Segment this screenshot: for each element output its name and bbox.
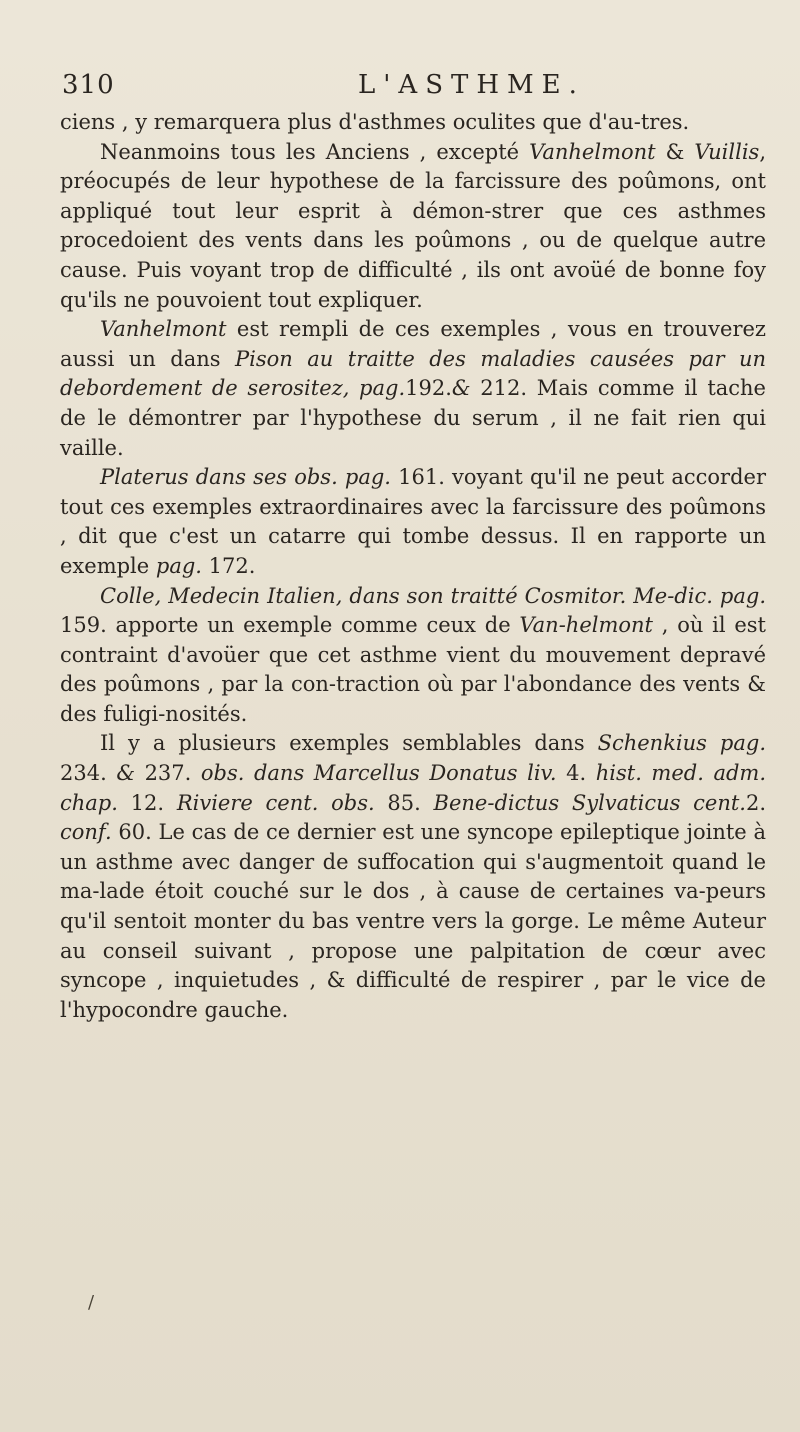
text-run: 4. (556, 761, 596, 786)
running-title: L'ASTHME. (358, 70, 585, 100)
italic-run: Vanhelmont (529, 139, 656, 164)
italic-run: Vanhelmont (100, 317, 227, 342)
paragraph (60, 108, 766, 138)
italic-run: Platerus dans ses obs. pag. (100, 465, 391, 490)
italic-run: hist. med. adm. chap. (60, 761, 766, 815)
text-run: 237. (135, 761, 201, 786)
paragraph (60, 463, 766, 581)
text-run: 2. (745, 790, 767, 815)
italic-run: Bene-dictus Sylvaticus cent. (433, 790, 746, 815)
paragraph (60, 138, 766, 316)
page-number: 310 (62, 70, 115, 100)
text-run: , préocupés de leur hypothese de la farcissure des poûmons, ont appliqué tout leur esprit à démon-strer que ces asthmes procedoient des vents dans les poûmons , ou de quelque autre cause. Puis voyant trop de difficulté , ils ont avoüé de bonne foy qu'ils ne pouvoient tout expliquer. (60, 139, 767, 312)
body-text (60, 108, 766, 1025)
italic-run: Riviere cent. obs. (176, 790, 375, 815)
text-run: Neanmoins tous les Anciens , excepté (100, 139, 530, 164)
paragraph (60, 582, 766, 730)
text-run: ciens , y remarquera plus d'asthmes oculites que d'au-tres. (60, 110, 690, 134)
italic-run: pag. (155, 553, 202, 578)
italic-run: Vuillis (694, 139, 760, 164)
paragraph (60, 315, 766, 463)
text-run: 172. (201, 553, 256, 578)
italic-run: & (116, 761, 136, 786)
text-run: 234. (60, 761, 117, 786)
text-run: Il y a plusieurs exemples semblables dans (100, 731, 598, 756)
text-run: 60. Le cas de ce dernier est une syncope epileptique jointe à un asthme avec danger de suffocation qui s'augmentoit quand le ma-lade étoit couché sur le dos , à cause de certaines va-peurs qu'il sentoit monter du bas ventre vers la gorge. Le même Auteur au conseil suivant , propose une palpitation de cœur avec syncope , inquietudes , & difficulté de respirer , par le vice de l'hypocondre gauche. (60, 820, 766, 1022)
paragraph (60, 729, 766, 1025)
italic-run: obs. dans Marcellus Donatus liv. (200, 761, 557, 786)
text-run: 192. (405, 376, 452, 401)
italic-run: Colle, Medecin Italien, dans son traitté Cosmitor. Me-dic. pag. (100, 583, 766, 608)
italic-run: Schenkius pag. (597, 731, 767, 756)
italic-run: Pison au traitte des maladies causées par un debordement de serositez, pag. (60, 346, 766, 401)
text-run: 212. Mais comme il tache de le démontrer par l'hypothese du serum , il ne fait rien qui vaille. (60, 376, 766, 460)
text-run: & (655, 139, 695, 164)
stray-mark: / (88, 1292, 95, 1313)
text-run: 159. apporte un exemple comme ceux de (60, 613, 520, 638)
text-run: 12. (117, 790, 177, 815)
italic-run: Van-helmont (519, 613, 653, 638)
text-run: est rempli de ces exemples , vous en trouverez aussi un dans (60, 317, 766, 371)
running-head (62, 70, 760, 110)
italic-run: conf. (60, 820, 112, 845)
text-run: 161. voyant qu'il ne peut accorder tout ces exemples extraordinaires avec la farcissure des poûmons , dit que c'est un catarre qui tombe dessus. Il en rapporte un exemple (60, 465, 766, 578)
italic-run: & (451, 376, 471, 401)
text-run: 85. (374, 790, 434, 815)
text-run: , où il est contraint d'avoüer que cet asthme vient du mouvement depravé des poûmons , par la con-traction où par l'abondance des vents & des fuligi-nosités. (60, 613, 766, 726)
